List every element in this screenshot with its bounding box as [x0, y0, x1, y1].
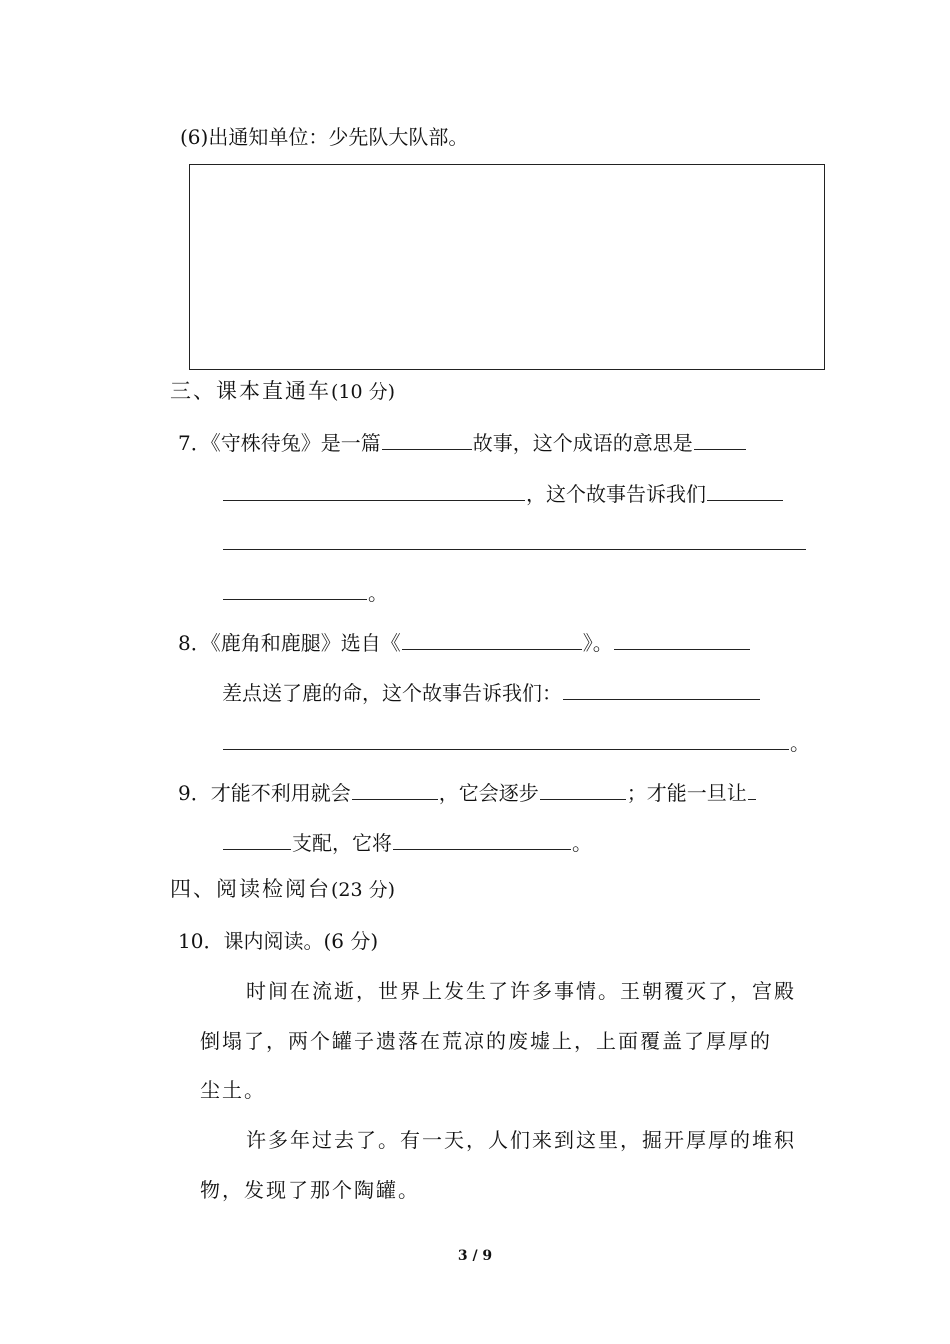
- question-9-text-1: 才能不利用就会: [210, 781, 351, 805]
- passage-line: 物，发现了那个陶罐。: [200, 1178, 420, 1202]
- question-8-blank-1[interactable]: [402, 631, 582, 650]
- passage-line: 倒塌了，两个罐子遗落在荒凉的废墟上，上面覆盖了厚厚的: [200, 1029, 772, 1053]
- question-7-text-1: 《守株待兔》是一篇: [210, 431, 381, 455]
- question-9-end: 。: [572, 831, 592, 855]
- question-9-text-4: 支配，它将: [292, 831, 392, 855]
- question-8-blank-4[interactable]: [223, 731, 789, 750]
- question-7-end: 。: [368, 581, 388, 605]
- page-number: 3 / 9: [457, 1248, 493, 1264]
- question-9-line-1: [178, 780, 757, 806]
- question-7-blank-1[interactable]: [382, 431, 472, 450]
- question-8-blank-2[interactable]: [614, 631, 750, 650]
- passage-line: 尘土。: [200, 1078, 266, 1102]
- passage-line: 时间在流逝，世界上发生了许多事情。王朝覆灭了，宫殿: [246, 979, 796, 1003]
- question-8-text-3: 差点送了鹿的命，这个故事告诉我们：: [222, 681, 562, 705]
- question-9-text-3: ；才能一旦让: [626, 781, 747, 805]
- section-4-heading: [170, 876, 395, 903]
- item-6-text: (6)出通知单位：少先队大队部。: [180, 125, 469, 149]
- section-4-points: (23 分): [331, 879, 396, 901]
- question-8-text-2: 》。: [582, 631, 613, 655]
- question-8-line-1: [178, 630, 751, 656]
- question-7-blank-4[interactable]: [707, 482, 783, 501]
- question-7-text-2: 故事，这个成语的意思是: [472, 431, 693, 455]
- question-8-number: 8．: [178, 631, 211, 655]
- section-3-points: (10 分): [331, 381, 396, 403]
- question-9-blank-5[interactable]: [393, 831, 571, 850]
- section-3-title: 三、课本直通车: [170, 379, 331, 403]
- question-7-blank-3[interactable]: [223, 482, 525, 501]
- question-8-line-3: [222, 730, 810, 756]
- question-7-blank-2[interactable]: [694, 431, 746, 450]
- question-9-blank-3[interactable]: [748, 781, 756, 800]
- question-9-blank-1[interactable]: [352, 781, 438, 800]
- question-9-text-2: ，它会逐步: [438, 781, 539, 805]
- question-7-number: 7．: [178, 431, 211, 455]
- question-9-number: 9．: [178, 781, 211, 805]
- question-9-line-2: [222, 830, 592, 856]
- answer-box[interactable]: [189, 164, 825, 370]
- question-9-blank-4[interactable]: [223, 831, 291, 850]
- question-7-blank-6[interactable]: [223, 581, 367, 600]
- question-8-blank-3[interactable]: [563, 681, 760, 700]
- section-4-title: 四、阅读检阅台: [170, 877, 331, 901]
- question-10-label: 10．课内阅读。(6 分): [178, 929, 379, 953]
- question-7-blank-5[interactable]: [223, 531, 806, 550]
- question-8-line-2: [222, 680, 761, 706]
- question-8-text-1: 《鹿角和鹿腿》选自《: [210, 631, 401, 655]
- question-7-line-3: [222, 530, 807, 556]
- question-7-line-2: [222, 481, 784, 507]
- passage-line: 许多年过去了。有一天，人们来到这里，掘开厚厚的堆积: [246, 1128, 796, 1152]
- question-7-line-1: [178, 430, 747, 456]
- section-3-heading: [170, 378, 395, 405]
- question-7-line-4: [222, 580, 388, 606]
- question-7-text-3: ，这个故事告诉我们: [526, 482, 706, 506]
- question-9-blank-2[interactable]: [540, 781, 626, 800]
- question-8-end: 。: [790, 731, 810, 755]
